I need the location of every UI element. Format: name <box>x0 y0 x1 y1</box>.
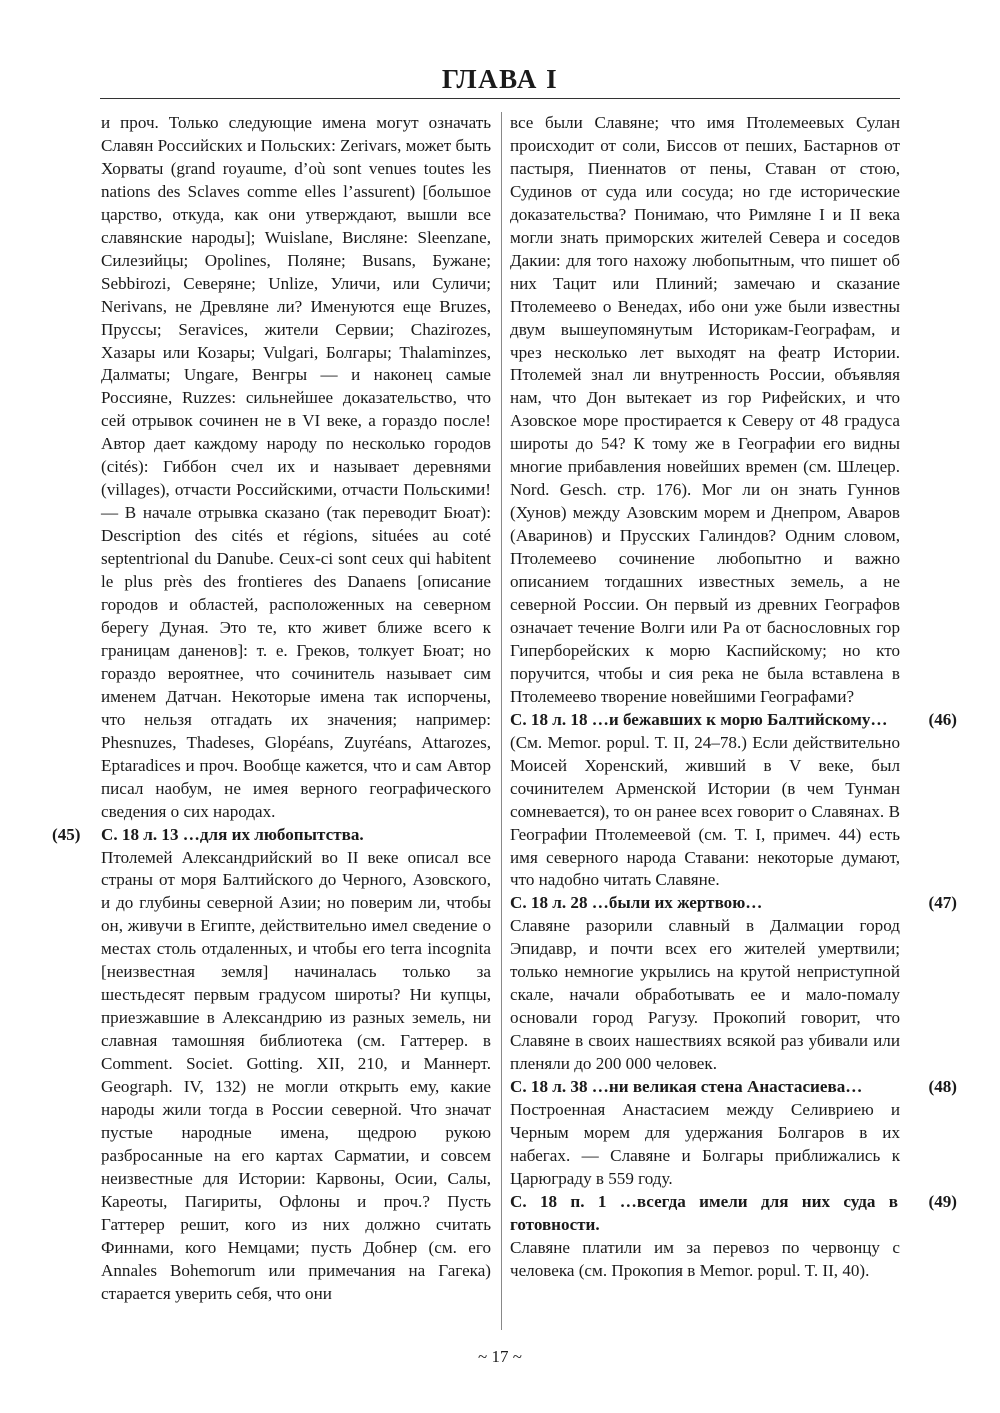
note-45-ref: С. 18 л. 13 …для их любопытства. <box>101 824 364 844</box>
note-46-heading <box>510 709 957 732</box>
left-continued-paragraph: и проч. Только следующие имена могут означать Славян Российских и Польских: Zerivars, может быть Хорваты (grand royaume, d’où sont venues toutes les nations des Sclaves comme elles l’assurent) [большое царство, откуда, как они утверждают, вышли все славянские народы]; Wuislane, Висляне: Sleenzane, Силезийцы; Opolines, Поляне; Busans, Бужане; Sebbirozi, Северяне; Unlize, Уличи, или Суличи; Nerivans, не Древляне ли? Именуются еще Bruzes, Пруссы; Seravices, жители Сервии; Chazirozes, Хазары или Козары; Vulgari, Болгары; Thalaminzes, Далматы; Ungare, Венгры — и наконец самые Россияне, Ruzzes: сильнейшее доказательство, что сей отрывок сочинен не в VI веке, а гораздо после! Автор дает каждому народу по несколько городов (cités): Гиббон счел их и называет деревнями (villages), отчасти Российскими, отчасти Польскими! — В начале отрывка сказано (так переводит Бюат): Description des cités et régions, situées au coté septentrional du Danube. Ceux-ci sont ceux qui habitent le plus près des frontieres des Danaens [описание городов и областей, расположенных на северном берегу Дуная. Это те, кто живет ближе всего к границам даненов]: т. е. Греков, толкует Бюат; но гораздо вероятнее, что сочинитель называет сим именем Датчан. Некоторые имена так испорчены, что нельзя отгадать их значения; например: Phesnuzes, Thadeses, Glopéans, Zuyréans, Attarozes, Eptaradices и проч. Вообще кажется, что и сам Автор писал наобум, не имея верного географического сведения о сих народах. <box>101 113 491 821</box>
note-48-ref: С. 18 л. 38 …ни великая стена Анастасиева… <box>510 1077 863 1097</box>
note-48-heading <box>510 1076 957 1099</box>
note-46-text: (См. Memor. popul. T. II, 24–78.) Если действительно Моисей Хоренский, живший в V веке, был сочинителем Арменской Истории (в чем Тунман сомневается), то он ранее всех говорит о Славянах. В Географии Птолемеевой (см. Т. I, примеч. 44) есть имя северного народа Ставани: некоторые думают, что надобно читать Славяне. <box>510 732 900 890</box>
note-49-text: Славяне платили им за перевоз по червонцу с человека (см. Прокопия в Memor. popul. T. II, 40). <box>510 1237 900 1280</box>
column-divider <box>501 112 502 1330</box>
left-column <box>52 112 491 1306</box>
note-45-text: Птолемей Александрийский во II веке описал все страны от моря Балтийского до Черного, Азовского, и до глубины северной Азии; но поверим ли, чтобы он, живучи в Египте, действительно имел сведение о местах столь отдаленных, и чтобы его terra incognita [неизвестная земля] начиналась только за шестьдесят первым градусом широты? Ни купцы, приезжавшие в Александрию из разных земель, ни славная тамошняя библиотека (см. Гаттерер. в Comment. Societ. Gotting. XII, 210, и Маннерт. Geograph. IV, 132) не могли открыть ему, какие народы жили тогда в России северной. Что значат пустые народные имена, щедрою рукою разбросанные на его картах Сарматии, и совсем неизвестные для Истории: Карвоны, Осии, Салы, Кареоты, Пагириты, Офлоны и проч.? Пусть Гаттерер решит, кого из них должно считать Финнами, кого Немцами; пусть Добнер (см. его Annales Bohemorum или примечания на Гагека) старается уверить себя, что они <box>101 847 491 1303</box>
header-rule <box>100 98 900 99</box>
note-47-text: Славяне разорили славный в Далмации город Эпидавр, и почти всех его жителей умертвили; только немногие укрылись на крутой неприступной скале, начали обработывать ее и мало-помалу основали город Рагузу. Прокопий говорит, что Славяне в своих нашествиях всякой раз убивали или пленяли до 200 000 человек. <box>510 916 900 1074</box>
note-49-ref: С. 18 п. 1 …всегда имели для них суда в готовности. <box>510 1191 898 1234</box>
chapter-title: ГЛАВА I <box>441 64 559 94</box>
right-column <box>510 112 957 1283</box>
note-49-heading <box>510 1191 957 1237</box>
right-continued-paragraph: все были Славяне; что имя Птолемеевых Сулан происходит от соли, Биссов от пеших, Бастарнов от пастыря, Пиеннатов от пены, Ставан от стою, Судинов от суда или сосуда; но где исторические доказательства? Понимаю, что Римляне I и II века могли знать приморских жителей Севера и соседов Дакии: для того нахожу любопытным, что пишет об них Тацит или Плиний; замечаю и сказание Птолемеево о Венедах, ибо они уже были известны двум вышеупомянутым Историкам-Географам, и чрез несколько лет выходят на феатр Истории. Птолемей знал ли внутренность России, объявляя нам, что Дон вытекает из гор Рифейских, и что Азовское море простирается к Северу от 48 градуса широты до 54? К тому же в Географии его видны многие прибавления новейших времен (см. Шлецер. Nord. Gesch. стр. 176). Мог ли он знать Гуннов (Хунов) между Азовским морем и Днепром, Аваров (Аваринов) и Прусских Галиндов? Одним словом, Птолемеево сочинение любопытно и важно описанием тогдашних известных земель, а не северной России. Он первый из древних Географов означает течение Волги или Ра от баснословных гор Гиперборейских к морю Каспийскому; но кто поручится, чтобы и сия река не была вставлена в Птолемеево творение новейшими Географами? <box>510 113 900 706</box>
note-49-number: (49) <box>928 1191 957 1211</box>
note-46-number: (46) <box>928 709 957 729</box>
note-47-heading <box>510 892 957 915</box>
note-47-number: (47) <box>928 893 957 913</box>
note-46-ref: С. 18 л. 18 …и бежавших к морю Балтийскому… <box>510 709 888 729</box>
note-45-heading <box>52 824 491 847</box>
note-47-ref: С. 18 л. 28 …были их жертвою… <box>510 893 763 913</box>
note-48-text: Построенная Анастасием между Селивриею и Черным морем для удержания Болгаров в их набегах. — Славяне и Болгары приближались к Царюграду в 559 году. <box>510 1099 900 1188</box>
page-header <box>100 62 900 102</box>
page-number: ~ 17 ~ <box>478 1347 522 1366</box>
note-48-number: (48) <box>928 1077 957 1097</box>
note-45-number: (45) <box>52 824 81 844</box>
